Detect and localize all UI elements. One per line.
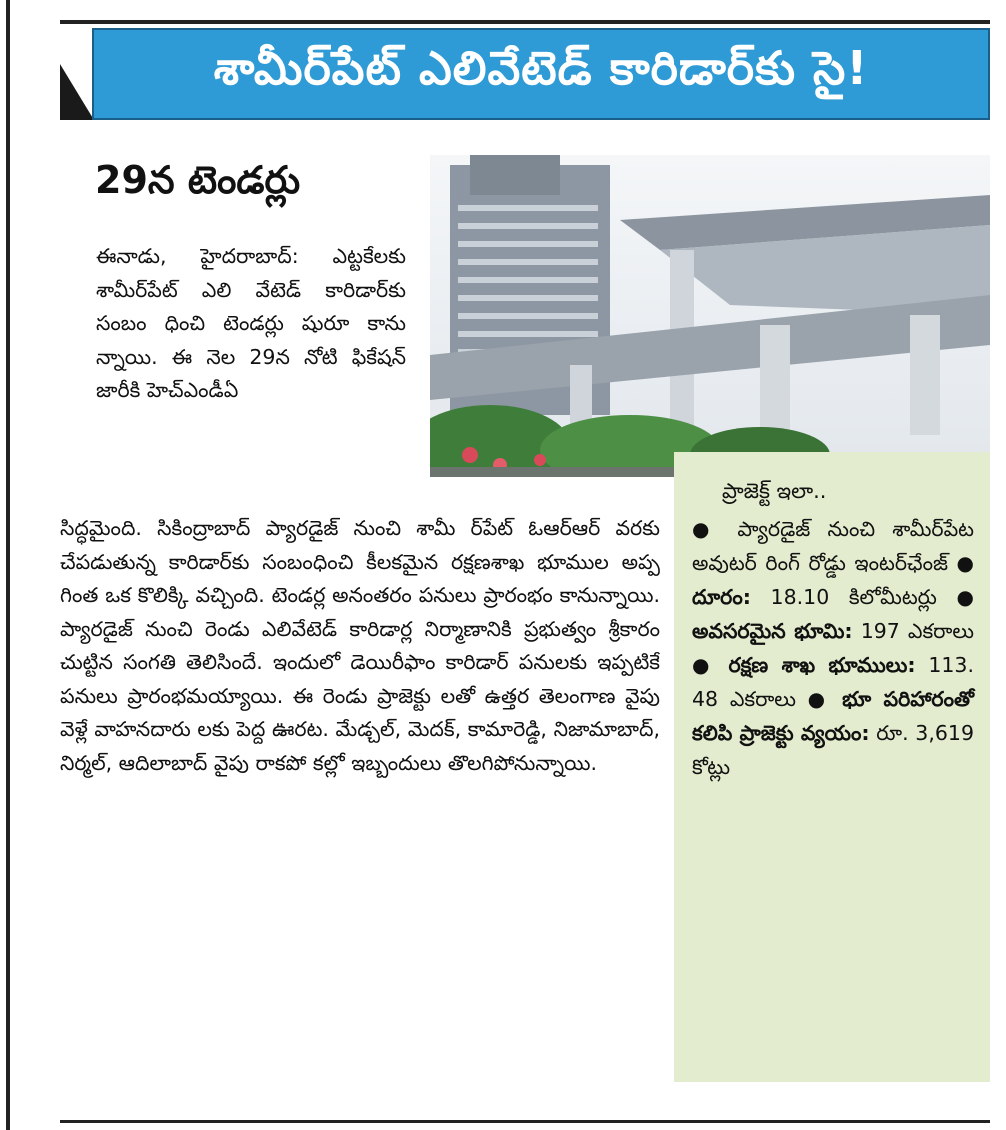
bullet-icon: ● (692, 653, 716, 677)
factbox-defence-value: 113. 48 ఎకరాలు (692, 653, 974, 711)
top-rule (60, 20, 990, 24)
factbox-distance-value: 18.10 కిలోమీటర్లు (770, 585, 937, 609)
factbox-cost-label: భూ పరిహారంతో కలిపి ప్రాజెక్టు వ్యయం: (692, 687, 974, 745)
factbox-land-label: అవసరమైన భూమి: (692, 619, 853, 643)
article-column-a: ఈనాడు, హైదరాబాద్: ఎట్టకేలకు శామీర్‌పేట్ ఎలి వేటెడ్ కారిడార్‌కు సంబం ధించి టెండర్లు షురూ కాను న్నాయి. ఈ నెల 29న నోటి ఫికేషన్ జారీకి హెచ్‌ఎండీఏ (96, 244, 406, 402)
elevated-corridor-photo (430, 155, 990, 477)
factbox-distance-label: దూరం: (692, 585, 751, 609)
article-column-b: సిద్ధమైంది. సికింద్రాబాద్ ప్యారడైజ్ నుంచి శామీ ర్‌పేట్ ఓఆర్‌ఆర్ వరకు చేపడుతున్న కారిడార్‌కు సంబంధించి కీలకమైన రక్షణశాఖ భూముల అప్ప గింత ఒక కొలిక్కి వచ్చింది. టెండర్ల అనంతరం పనులు ప్రారంభం కానున్నాయి. ప్యారడైజ్ నుంచి రెండు ఎలివేటెడ్ కారిడార్ల నిర్మాణానికి ప్రభుత్వం శ్రీకారం చుట్టిన సంగతి తెలిసిందే. ఇందులో డెయిరీఫాం కారిడార్ పనులకు ఇప్పటికే పనులు ప్రారంభమయ్యాయి. ఈ రెండు ప్రాజెక్టు లతో ఉత్తర తెలంగాణ వైపు వెళ్లే వాహనదారు లకు పెద్ద ఊరట. మేడ్చల్, మెదక్, కామారెడ్డి, నిజామాబాద్, నిర్మల్, ఆదిలాబాద్ వైపు రాకపో కల్లో ఇబ్బందులు తొలగిపోనున్నాయి. (60, 516, 660, 775)
bottom-rule (60, 1120, 990, 1123)
headline-notch (60, 28, 94, 120)
bullet-icon: ● (807, 687, 831, 711)
headline-banner (92, 28, 990, 120)
factbox-cost-value: రూ. 3,619 కోట్లు (692, 721, 974, 779)
left-column-rule (6, 0, 10, 1130)
subheadline: 29న టెండర్లు (95, 158, 301, 202)
factbox-body (692, 512, 974, 784)
headline: శామీర్‌పేట్ ఎలివేటెడ్ కారిడార్‌కు సై! (213, 41, 869, 95)
project-factbox (674, 452, 990, 1082)
bullet-icon: ● (692, 517, 721, 541)
factbox-defence-label: రక్షణ శాఖ భూములు: (728, 653, 916, 677)
bullet-icon: ● (956, 551, 974, 575)
factbox-title: ప్రాజెక్ట్ ఇలా.. (722, 479, 827, 503)
factbox-route: ప్యారడైజ్ నుంచి శామీర్‌పేట అవుటర్ రింగ్ రోడ్డు ఇంటర్‌ఛేంజ్ (692, 517, 974, 575)
bullet-icon: ● (956, 585, 974, 609)
factbox-land-value: 197 ఎకరాలు (860, 619, 974, 643)
